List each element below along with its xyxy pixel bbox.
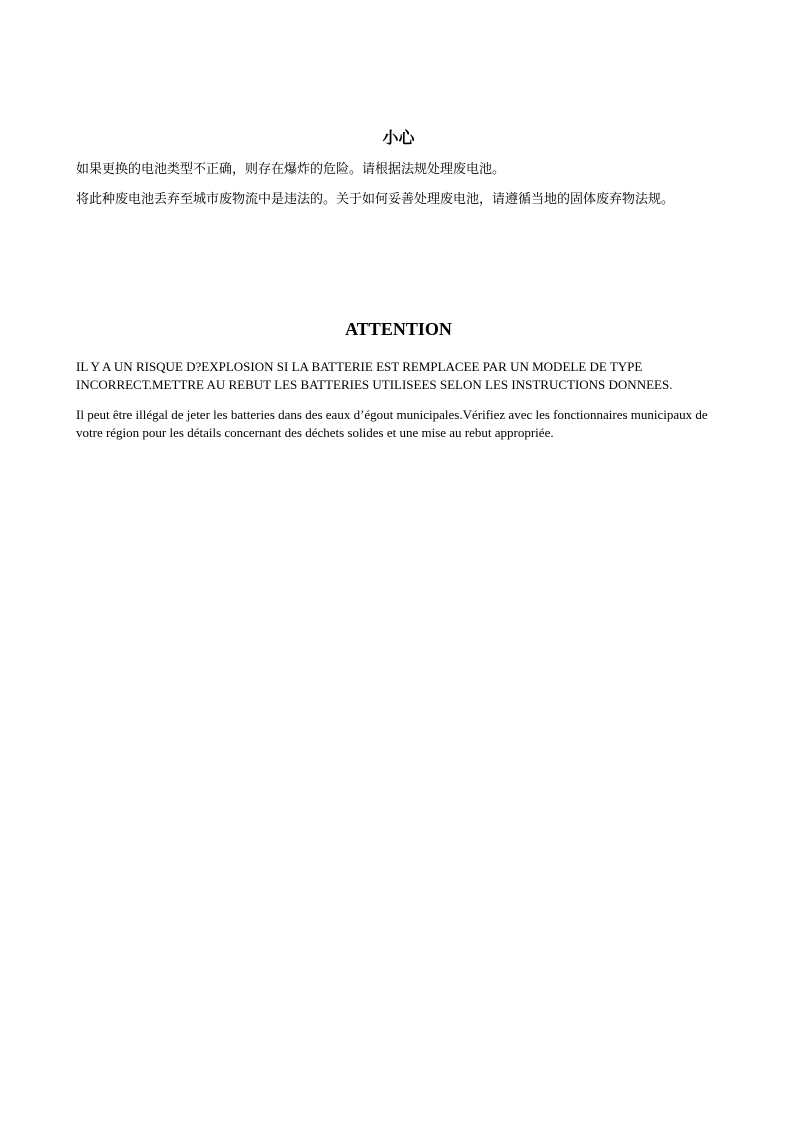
caution-paragraph-french-2: Il peut être illégal de jeter les batteries dans des eaux d’égout municipales.Vérifiez avec les fonctionnaires municipaux de votre région pour les détails concernant des déchets solides et une mise au rebut appropriée. bbox=[76, 407, 708, 440]
caution-section-french bbox=[76, 318, 721, 454]
caution-paragraph-french-1: IL Y A UN RISQUE D?EXPLOSION SI LA BATTERIE EST REMPLACEE PAR UN MODELE DE TYPE INCORRECT.METTRE AU REBUT LES BATTERIES UTILISEES SELON LES INSTRUCTIONS DONNEES. bbox=[76, 359, 673, 392]
caution-paragraph-chinese-1: 如果更换的电池类型不正确，则存在爆炸的危险。请根据法规处理废电池。 bbox=[76, 162, 506, 177]
caution-paragraph-chinese-2: 将此种废电池丢弃至城市废物流中是违法的。关于如何妥善处理废电池，请遵循当地的固体废弃物法规。 bbox=[76, 192, 675, 207]
caution-heading-french: ATTENTION bbox=[345, 319, 452, 339]
caution-section-chinese bbox=[76, 128, 721, 222]
caution-heading-chinese: 小心 bbox=[382, 128, 415, 147]
